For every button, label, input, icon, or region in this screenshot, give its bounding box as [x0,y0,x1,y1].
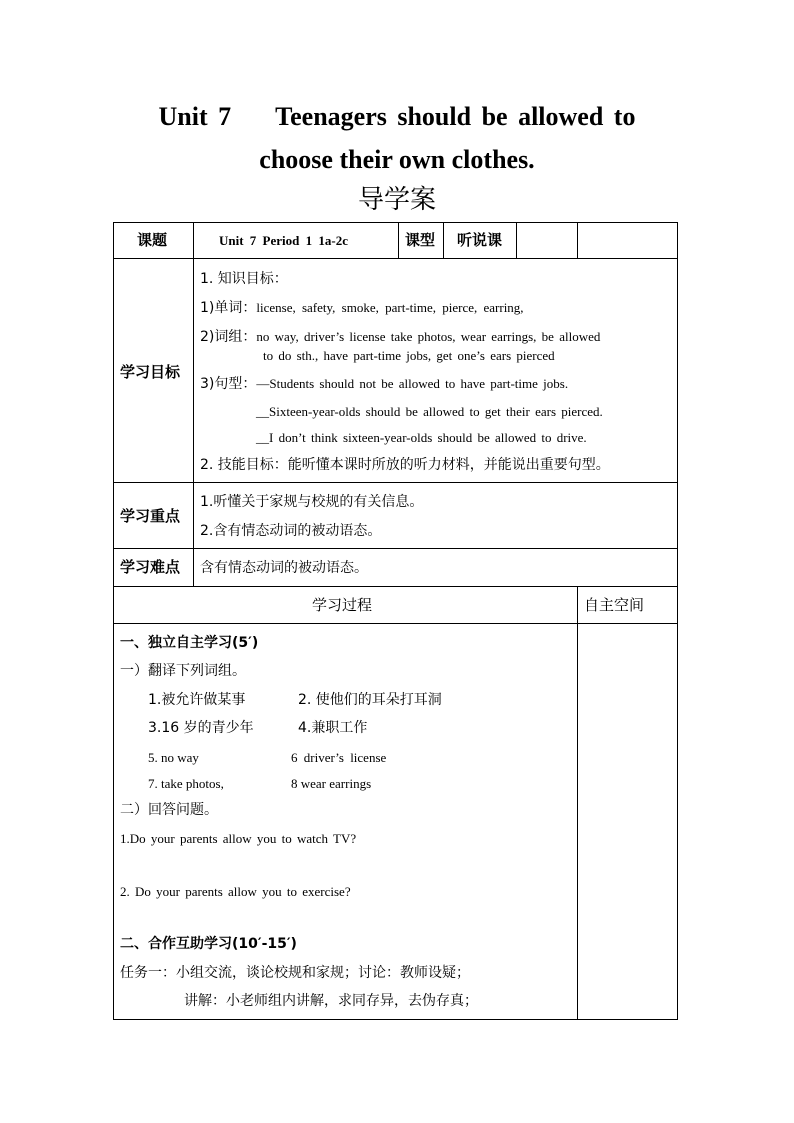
side-header: 自主空间 [584,596,645,614]
section-1-title: 一、独立自主学习(5′) [120,635,259,651]
row-divider [114,258,677,259]
words-prefix: 1)单词： [200,300,257,316]
key-points-label: 学习重点 [120,507,181,525]
objectives-label: 学习目标 [120,363,181,381]
words-list: license, safety, smoke, part-time, pierce, earring, [256,300,524,315]
row-divider [114,586,677,587]
list-item: 8 wear earrings [291,776,372,791]
list-item: 4.兼职工作 [298,720,368,736]
list-item: 6 driver’s license [291,750,387,765]
lesson-table [113,222,678,1020]
process-header: 学习过程 [312,596,373,614]
col-divider [577,586,578,1019]
col-divider [443,223,444,258]
task-1: 任务一：小组交流，谈论校规和家规；讨论：教师设疑； [120,965,470,981]
title-line-2: choose their own clothes. [259,145,535,174]
title-text: Teenagers should be allowed to [275,102,636,131]
pattern-1: —Students should not be allowed to have part-time jobs. [256,376,569,391]
topic-value: Unit 7 Period 1 1a-2c [219,233,348,248]
phrases-list: no way, driver’s license take photos, wear earrings, be allowed [256,329,601,344]
section-2-title: 二、合作互助学习(10′-15′) [120,936,297,952]
title-line-1 [0,102,794,132]
words-line [200,300,524,316]
knowledge-title: 1. 知识目标： [200,271,288,287]
topic-label: 课题 [137,231,168,249]
col-divider [193,223,194,586]
list-item: 5. no way [148,750,199,765]
row-divider [114,623,677,624]
pattern-line-1 [200,376,568,392]
title-unit: Unit 7 [158,102,232,131]
type-label: 课型 [405,231,436,249]
question-1: 1.Do your parents allow you to watch TV? [120,831,357,846]
col-divider [577,223,578,258]
difficulties-label: 学习难点 [120,558,181,576]
row-divider [114,548,677,549]
difficulties-text: 含有情态动词的被动语态。 [200,560,368,576]
col-divider [398,223,399,258]
key-point-2: 2.含有情态动词的被动语态。 [200,523,382,539]
skill-objective: 2. 技能目标：能听懂本课时所放的听力材料，并能说出重要句型。 [200,457,610,473]
pattern-line-2: __Sixteen-year-olds should be allowed to get their ears pierced. [256,404,603,419]
list-item: 3.16 岁的青少年 [148,720,254,736]
key-point-1: 1.听懂关于家规与校规的有关信息。 [200,494,424,510]
sub-1-title: 一）翻译下列词组。 [120,663,246,679]
type-value: 听说课 [457,231,503,249]
sub-2-title: 二）回答问题。 [120,802,218,818]
phrases-line-2: to do sth., have part-time jobs, get one’s ears pierced [263,348,555,363]
list-item: 2. 使他们的耳朵打耳洞 [298,692,442,708]
list-item: 7. take photos, [148,776,224,791]
task-1-explain: 讲解：小老师组内讲解，求同存异，去伪存真； [184,993,478,1009]
phrases-line-1 [200,329,600,345]
row-divider [114,482,677,483]
phrases-prefix: 2)词组： [200,329,257,345]
col-divider [516,223,517,258]
pattern-line-3: __I don’t think sixteen-year-olds should be allowed to drive. [256,430,587,445]
title-line-3: 导学案 [357,185,436,215]
question-2: 2. Do your parents allow you to exercise? [120,884,351,899]
patterns-prefix: 3)句型： [200,376,257,392]
list-item: 1.被允许做某事 [148,692,246,708]
